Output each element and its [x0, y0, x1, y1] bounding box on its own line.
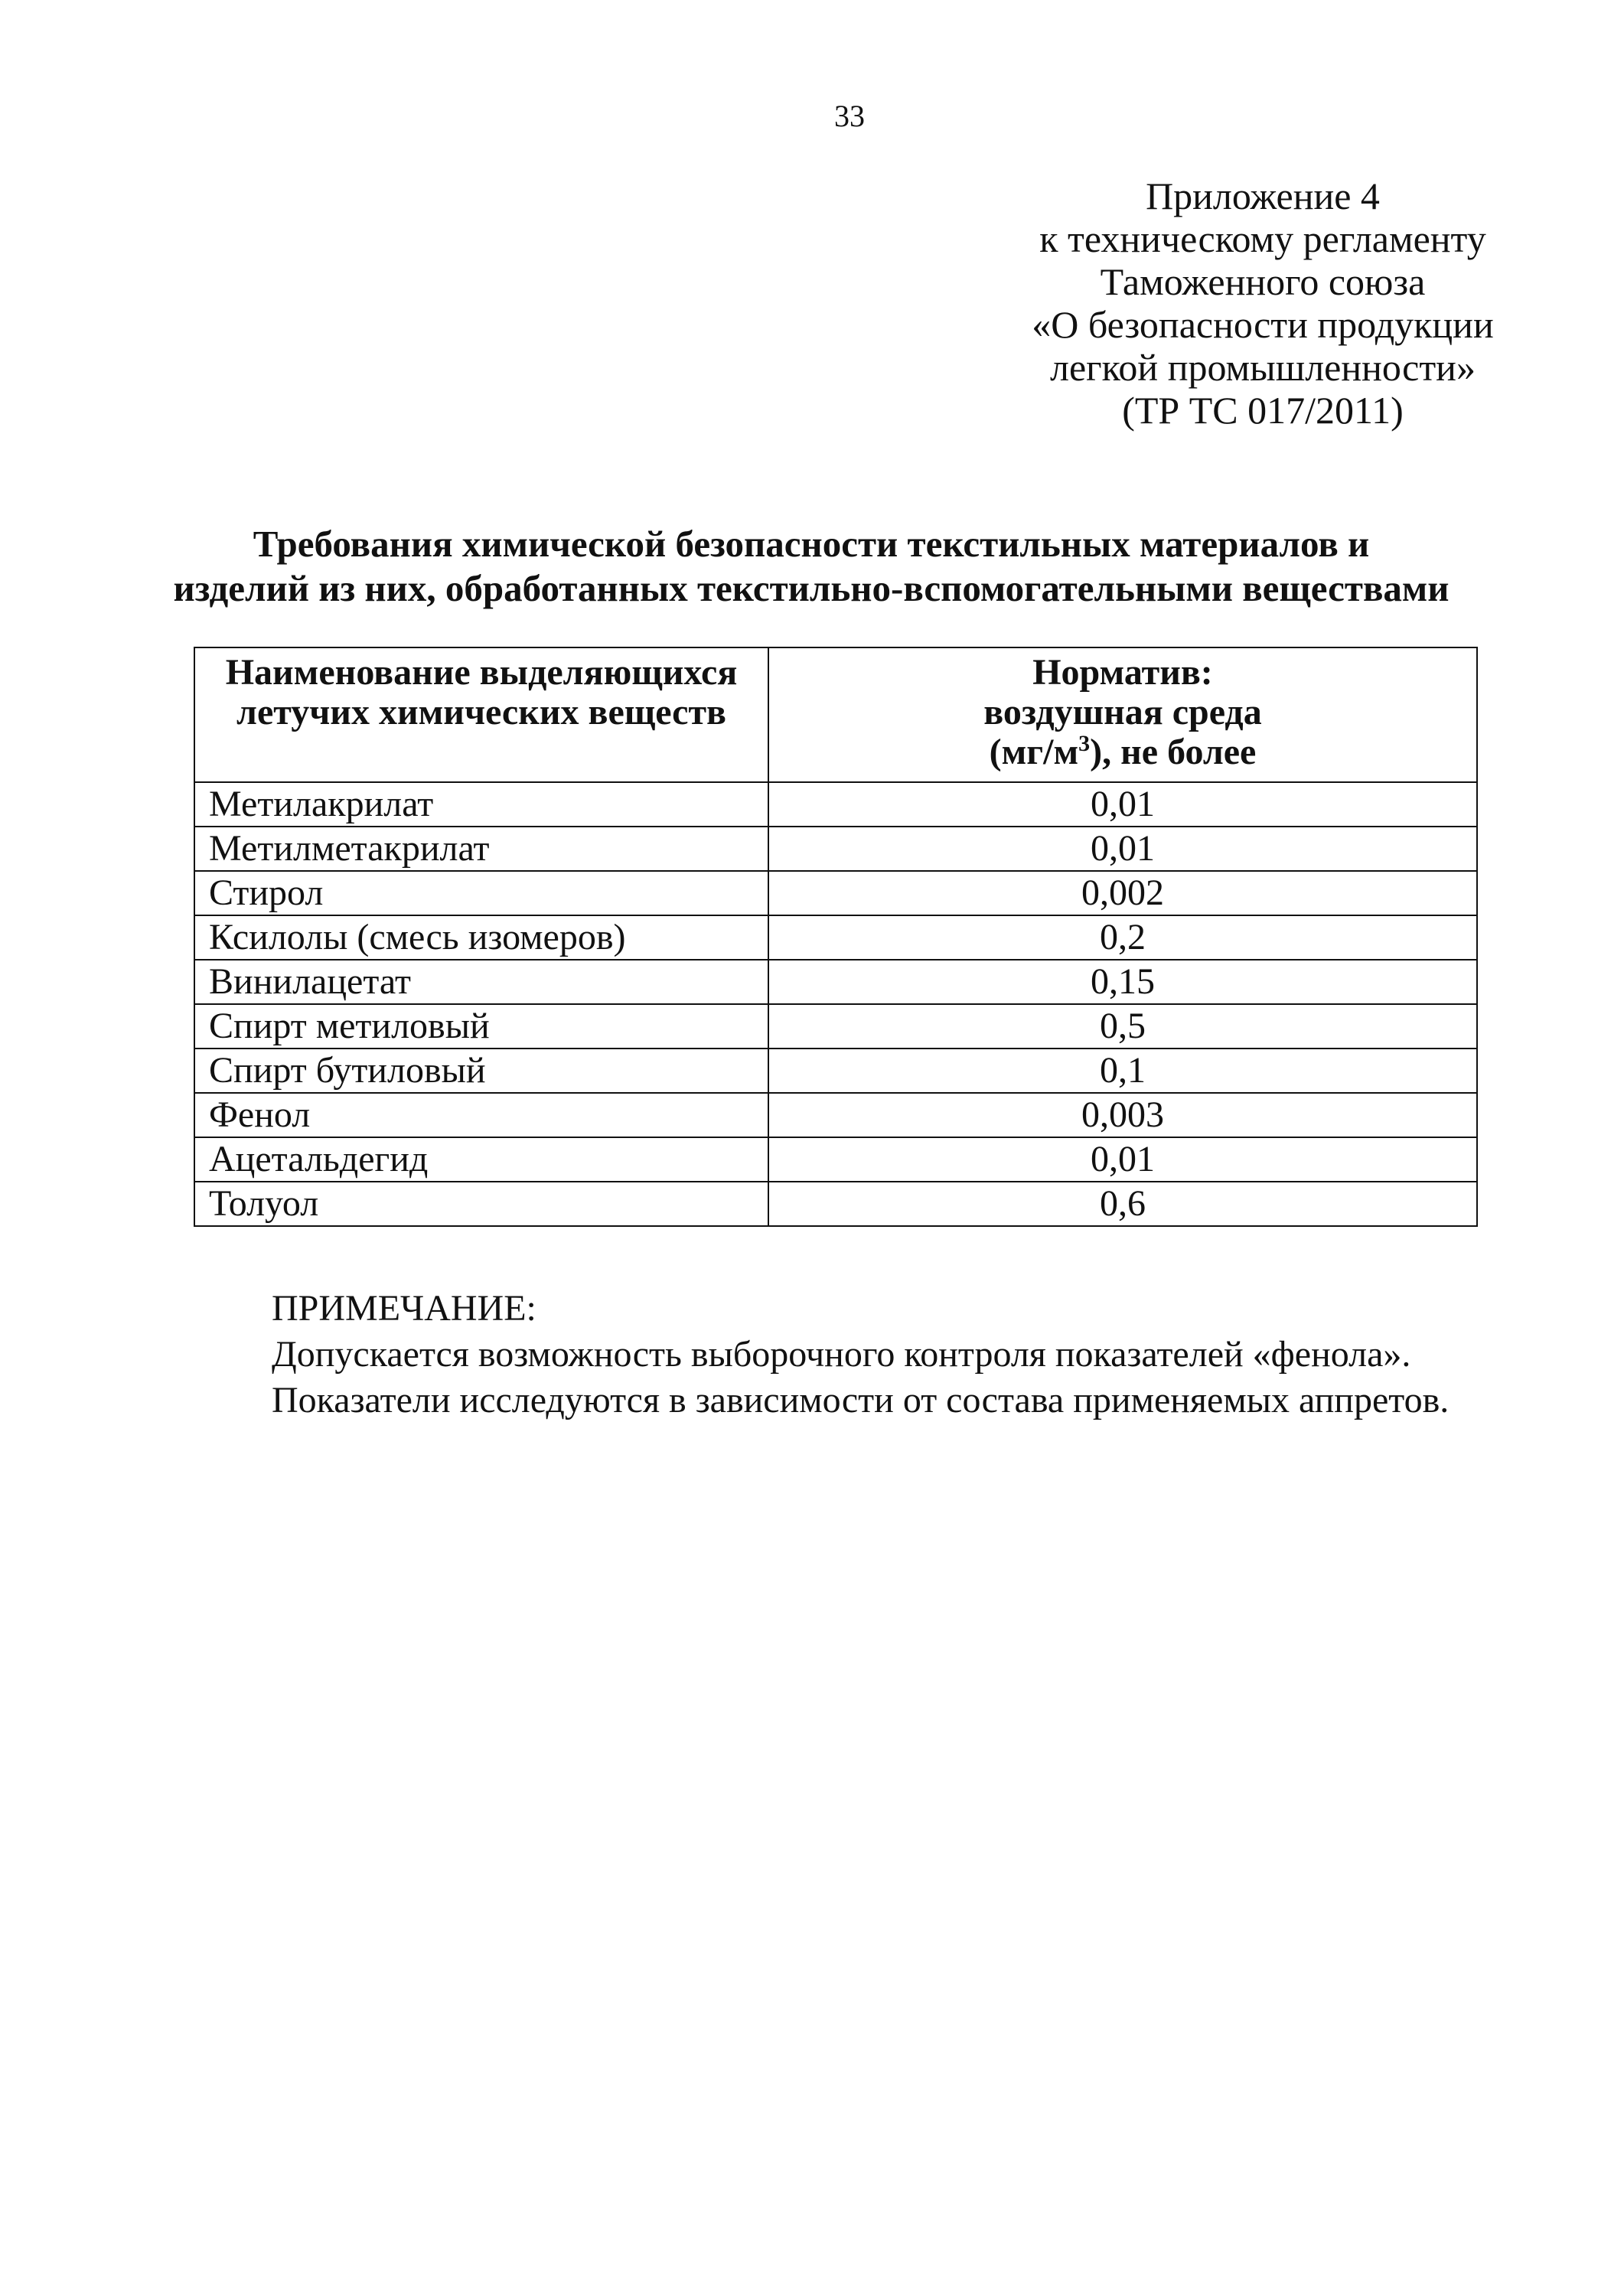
table-row	[194, 960, 1477, 1004]
table-row	[194, 1093, 1477, 1137]
substance-name: Стирол	[194, 871, 768, 915]
norm-value: 0,2	[768, 915, 1477, 960]
table-row	[194, 1049, 1477, 1093]
substance-name: Винилацетат	[194, 960, 768, 1004]
norm-value: 0,003	[768, 1093, 1477, 1137]
document-title	[153, 522, 1469, 611]
note-block	[272, 1286, 1527, 1424]
chemical-norms-table	[194, 647, 1478, 1227]
header-substance-name	[194, 647, 768, 782]
norm-value: 0,15	[768, 960, 1477, 1004]
header-norm	[768, 647, 1477, 782]
appendix-line: Приложение 4	[1146, 174, 1380, 217]
appendix-line: к техническому регламенту	[1039, 217, 1486, 260]
header-norm-unit-sup: 3	[1078, 731, 1091, 756]
appendix-line: легкой промышленности»	[1050, 346, 1476, 389]
appendix-line: Таможенного союза	[1100, 260, 1426, 303]
header-substance-line-2: летучих химических веществ	[236, 692, 726, 732]
norm-value: 0,1	[768, 1049, 1477, 1093]
substance-name: Фенол	[194, 1093, 768, 1137]
table-row	[194, 782, 1477, 827]
substance-name: Спирт метиловый	[194, 1004, 768, 1049]
norm-value: 0,5	[768, 1004, 1477, 1049]
header-norm-unit-pre: (мг/м	[989, 732, 1079, 772]
table-row	[194, 827, 1477, 871]
substance-name: Метилметакрилат	[194, 827, 768, 871]
substance-name: Ацетальдегид	[194, 1137, 768, 1182]
substance-name: Ксилолы (смесь изомеров)	[194, 915, 768, 960]
appendix-reference	[995, 174, 1531, 432]
header-norm-unit-post: ), не более	[1090, 732, 1257, 772]
header-substance-line-1: Наименование выделяющихся	[225, 652, 738, 693]
header-norm-line-3	[783, 732, 1463, 772]
header-norm-line-1: Норматив:	[1032, 652, 1213, 693]
norm-value: 0,01	[768, 782, 1477, 827]
table-row	[194, 1182, 1477, 1226]
note-heading: ПРИМЕЧАНИЕ:	[272, 1288, 536, 1329]
substance-name: Метилакрилат	[194, 782, 768, 827]
appendix-line: (ТР ТС 017/2011)	[1122, 389, 1404, 432]
table-header-row	[194, 647, 1477, 782]
substance-name: Толуол	[194, 1182, 768, 1226]
table-row	[194, 915, 1477, 960]
table-row	[194, 871, 1477, 915]
norm-value: 0,01	[768, 1137, 1477, 1182]
norm-value: 0,01	[768, 827, 1477, 871]
note-line-2: Показатели исследуются в зависимости от состава применяемых аппретов.	[272, 1380, 1450, 1420]
header-norm-line-2: воздушная среда	[983, 692, 1262, 732]
table-row	[194, 1004, 1477, 1049]
page-number: 33	[834, 99, 865, 133]
norm-value: 0,002	[768, 871, 1477, 915]
table-row	[194, 1137, 1477, 1182]
substance-name: Спирт бутиловый	[194, 1049, 768, 1093]
appendix-line: «О безопасности продукции	[1032, 303, 1494, 346]
document-title-line-1: Требования химической безопасности текстильных материалов и	[253, 523, 1370, 565]
document-title-line-2: изделий из них, обработанных текстильно-вспомогательными веществами	[173, 567, 1450, 609]
note-line-1: Допускается возможность выборочного контроля показателей «фенола».	[272, 1334, 1411, 1375]
norm-value: 0,6	[768, 1182, 1477, 1226]
